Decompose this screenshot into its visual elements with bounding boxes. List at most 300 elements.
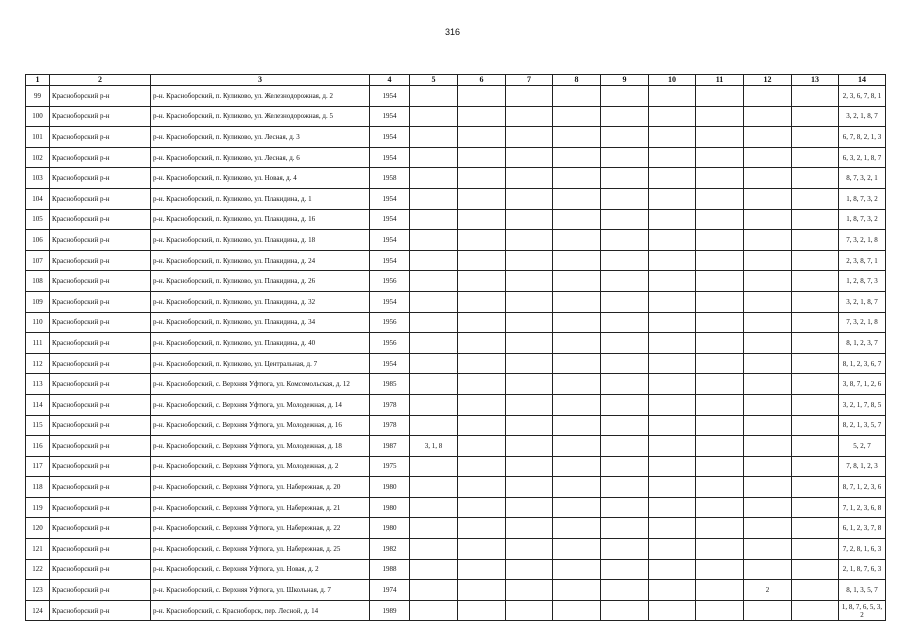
- col6-cell: [458, 374, 506, 395]
- col10-cell: [649, 168, 696, 189]
- year-cell: 1974: [370, 580, 410, 601]
- address-cell: р-н. Красноборский, п. Куликово, ул. Плакидина, д. 40: [151, 333, 370, 354]
- page-number: 316: [444, 27, 461, 37]
- table-row: [26, 456, 886, 477]
- col6-cell: [458, 456, 506, 477]
- col11-cell: [696, 127, 744, 148]
- row-number-cell: 124: [26, 600, 50, 621]
- col10-cell: [649, 230, 696, 251]
- col12-cell: [744, 394, 792, 415]
- year-cell: 1958: [370, 168, 410, 189]
- col13-cell: [792, 456, 839, 477]
- col7-cell: [506, 312, 553, 333]
- row-number-cell: 113: [26, 374, 50, 395]
- table-row: [26, 333, 886, 354]
- col13-cell: [792, 230, 839, 251]
- col12-cell: [744, 415, 792, 436]
- col9-cell: [601, 477, 649, 498]
- col14-cell: 1, 2, 8, 7, 3: [839, 271, 886, 292]
- col14-cell: 5, 2, 7: [839, 436, 886, 457]
- col7-cell: [506, 333, 553, 354]
- col11-cell: [696, 353, 744, 374]
- col9-cell: [601, 209, 649, 230]
- col10-cell: [649, 539, 696, 560]
- col14-cell: 8, 1, 2, 3, 6, 7: [839, 353, 886, 374]
- col7-cell: [506, 518, 553, 539]
- col10-cell: [649, 312, 696, 333]
- col11-cell: [696, 250, 744, 271]
- col10-cell: [649, 147, 696, 168]
- col7-cell: [506, 188, 553, 209]
- col10-cell: [649, 209, 696, 230]
- col5-cell: [410, 600, 458, 621]
- col6-cell: [458, 477, 506, 498]
- address-cell: р-н. Красноборский, п. Куликово, ул. Плакидина, д. 34: [151, 312, 370, 333]
- address-cell: р-н. Красноборский, п. Куликово, ул. Новая, д. 4: [151, 168, 370, 189]
- col10-cell: [649, 188, 696, 209]
- col12-cell: [744, 456, 792, 477]
- col14-cell: 3, 2, 1, 8, 7: [839, 291, 886, 312]
- col13-cell: [792, 127, 839, 148]
- col5-cell: 3, 1, 8: [410, 436, 458, 457]
- col13-cell: [792, 312, 839, 333]
- district-cell: Красноборский р-н: [50, 415, 151, 436]
- col8-cell: [553, 580, 601, 601]
- col11-cell: [696, 518, 744, 539]
- col8-cell: [553, 188, 601, 209]
- col10-cell: [649, 415, 696, 436]
- district-cell: Красноборский р-н: [50, 106, 151, 127]
- row-number-cell: 122: [26, 559, 50, 580]
- col9-cell: [601, 291, 649, 312]
- col5-cell: [410, 168, 458, 189]
- year-cell: 1975: [370, 456, 410, 477]
- year-cell: 1978: [370, 394, 410, 415]
- col12-cell: [744, 106, 792, 127]
- col12-cell: [744, 600, 792, 621]
- row-number-cell: 121: [26, 539, 50, 560]
- col8-cell: [553, 106, 601, 127]
- year-cell: 1978: [370, 415, 410, 436]
- col14-cell: 7, 3, 2, 1, 8: [839, 312, 886, 333]
- col10-cell: [649, 436, 696, 457]
- col6-cell: [458, 209, 506, 230]
- col6-cell: [458, 106, 506, 127]
- col10-cell: [649, 250, 696, 271]
- table-row: [26, 436, 886, 457]
- col5-cell: [410, 230, 458, 251]
- col7-cell: [506, 394, 553, 415]
- col10-cell: [649, 559, 696, 580]
- table-row: [26, 415, 886, 436]
- col5-cell: [410, 86, 458, 107]
- address-cell: р-н. Красноборский, с. Верхняя Уфтюга, ул. Молодежная, д. 14: [151, 394, 370, 415]
- col14-cell: 6, 7, 8, 2, 1, 3: [839, 127, 886, 148]
- year-cell: 1954: [370, 353, 410, 374]
- row-number-cell: 123: [26, 580, 50, 601]
- col7-cell: [506, 353, 553, 374]
- col8-cell: [553, 86, 601, 107]
- year-cell: 1956: [370, 271, 410, 292]
- year-cell: 1954: [370, 291, 410, 312]
- col7-cell: [506, 559, 553, 580]
- col10-cell: [649, 291, 696, 312]
- col8-cell: [553, 394, 601, 415]
- header-row: [26, 75, 886, 86]
- address-cell: р-н. Красноборский, с. Верхняя Уфтюга, ул. Комсомольская, д. 12: [151, 374, 370, 395]
- col9-cell: [601, 188, 649, 209]
- col11-cell: [696, 600, 744, 621]
- table-row: [26, 271, 886, 292]
- col11-cell: [696, 271, 744, 292]
- col12-cell: [744, 188, 792, 209]
- col8-cell: [553, 271, 601, 292]
- col6-cell: [458, 168, 506, 189]
- col12-cell: 2: [744, 580, 792, 601]
- col13-cell: [792, 188, 839, 209]
- col14-cell: 7, 3, 2, 1, 8: [839, 230, 886, 251]
- col5-cell: [410, 539, 458, 560]
- col10-cell: [649, 374, 696, 395]
- address-cell: р-н. Красноборский, с. Верхняя Уфтюга, ул. Набережная, д. 25: [151, 539, 370, 560]
- col10-cell: [649, 86, 696, 107]
- col12-cell: [744, 271, 792, 292]
- col9-cell: [601, 497, 649, 518]
- register-table: [25, 74, 886, 621]
- col11-cell: [696, 539, 744, 560]
- col10-cell: [649, 333, 696, 354]
- col12-cell: [744, 291, 792, 312]
- col11-cell: [696, 456, 744, 477]
- col11-cell: [696, 394, 744, 415]
- col5-cell: [410, 394, 458, 415]
- col14-cell: 8, 1, 3, 5, 7: [839, 580, 886, 601]
- col9-cell: [601, 415, 649, 436]
- col9-cell: [601, 374, 649, 395]
- address-cell: р-н. Красноборский, п. Куликово, ул. Центральная, д. 7: [151, 353, 370, 374]
- col8-cell: [553, 168, 601, 189]
- col8-cell: [553, 456, 601, 477]
- table-row: [26, 291, 886, 312]
- col14-cell: 8, 1, 2, 3, 7: [839, 333, 886, 354]
- address-cell: р-н. Красноборский, с. Верхняя Уфтюга, ул. Молодежная, д. 18: [151, 436, 370, 457]
- col7-cell: [506, 580, 553, 601]
- col7-cell: [506, 539, 553, 560]
- col5-cell: [410, 188, 458, 209]
- col5-cell: [410, 312, 458, 333]
- col6-cell: [458, 415, 506, 436]
- column-header: 5: [410, 75, 458, 86]
- column-header: 7: [506, 75, 553, 86]
- address-cell: р-н. Красноборский, с. Верхняя Уфтюга, ул. Набережная, д. 21: [151, 497, 370, 518]
- col14-cell: 6, 1, 2, 3, 7, 8: [839, 518, 886, 539]
- col6-cell: [458, 497, 506, 518]
- district-cell: Красноборский р-н: [50, 188, 151, 209]
- col14-cell: 8, 2, 1, 3, 5, 7: [839, 415, 886, 436]
- table-row: [26, 539, 886, 560]
- district-cell: Красноборский р-н: [50, 559, 151, 580]
- district-cell: Красноборский р-н: [50, 250, 151, 271]
- col5-cell: [410, 497, 458, 518]
- district-cell: Красноборский р-н: [50, 374, 151, 395]
- row-number-cell: 106: [26, 230, 50, 251]
- address-cell: р-н. Красноборский, с. Верхняя Уфтюга, ул. Молодежная, д. 2: [151, 456, 370, 477]
- col9-cell: [601, 86, 649, 107]
- row-number-cell: 111: [26, 333, 50, 354]
- col12-cell: [744, 559, 792, 580]
- address-cell: р-н. Красноборский, с. Красноборск, пер. Лесной, д. 14: [151, 600, 370, 621]
- col5-cell: [410, 456, 458, 477]
- col12-cell: [744, 86, 792, 107]
- table-row: [26, 188, 886, 209]
- col9-cell: [601, 353, 649, 374]
- col13-cell: [792, 497, 839, 518]
- table-row: [26, 518, 886, 539]
- col10-cell: [649, 518, 696, 539]
- col9-cell: [601, 600, 649, 621]
- table-row: [26, 147, 886, 168]
- col13-cell: [792, 600, 839, 621]
- col11-cell: [696, 477, 744, 498]
- col5-cell: [410, 415, 458, 436]
- col7-cell: [506, 147, 553, 168]
- col5-cell: [410, 518, 458, 539]
- year-cell: 1954: [370, 147, 410, 168]
- row-number-cell: 116: [26, 436, 50, 457]
- year-cell: 1954: [370, 188, 410, 209]
- col5-cell: [410, 477, 458, 498]
- address-cell: р-н. Красноборский, с. Верхняя Уфтюга, ул. Набережная, д. 22: [151, 518, 370, 539]
- col14-cell: 3, 2, 1, 7, 8, 5: [839, 394, 886, 415]
- col11-cell: [696, 436, 744, 457]
- col9-cell: [601, 333, 649, 354]
- col6-cell: [458, 230, 506, 251]
- col5-cell: [410, 106, 458, 127]
- year-cell: 1980: [370, 477, 410, 498]
- col10-cell: [649, 106, 696, 127]
- col8-cell: [553, 209, 601, 230]
- year-cell: 1954: [370, 250, 410, 271]
- row-number-cell: 108: [26, 271, 50, 292]
- col12-cell: [744, 333, 792, 354]
- col8-cell: [553, 312, 601, 333]
- col5-cell: [410, 559, 458, 580]
- table-row: [26, 394, 886, 415]
- col12-cell: [744, 230, 792, 251]
- col11-cell: [696, 374, 744, 395]
- district-cell: Красноборский р-н: [50, 539, 151, 560]
- col6-cell: [458, 394, 506, 415]
- row-number-cell: 110: [26, 312, 50, 333]
- address-cell: р-н. Красноборский, п. Куликово, ул. Плакидина, д. 1: [151, 188, 370, 209]
- col7-cell: [506, 497, 553, 518]
- col14-cell: 8, 7, 3, 2, 1: [839, 168, 886, 189]
- year-cell: 1956: [370, 312, 410, 333]
- col8-cell: [553, 497, 601, 518]
- district-cell: Красноборский р-н: [50, 147, 151, 168]
- col14-cell: 6, 3, 2, 1, 8, 7: [839, 147, 886, 168]
- col7-cell: [506, 209, 553, 230]
- district-cell: Красноборский р-н: [50, 209, 151, 230]
- column-header: 8: [553, 75, 601, 86]
- table-row: [26, 600, 886, 621]
- col6-cell: [458, 600, 506, 621]
- col13-cell: [792, 168, 839, 189]
- address-cell: р-н. Красноборский, с. Верхняя Уфтюга, ул. Набережная, д. 20: [151, 477, 370, 498]
- col10-cell: [649, 477, 696, 498]
- col14-cell: 7, 8, 1, 2, 3: [839, 456, 886, 477]
- col13-cell: [792, 518, 839, 539]
- address-cell: р-н. Красноборский, п. Куликово, ул. Плакидина, д. 24: [151, 250, 370, 271]
- col7-cell: [506, 168, 553, 189]
- col5-cell: [410, 209, 458, 230]
- table-row: [26, 580, 886, 601]
- col13-cell: [792, 250, 839, 271]
- table-row: [26, 168, 886, 189]
- col13-cell: [792, 374, 839, 395]
- table-row: [26, 106, 886, 127]
- col10-cell: [649, 580, 696, 601]
- col6-cell: [458, 86, 506, 107]
- col7-cell: [506, 291, 553, 312]
- year-cell: 1980: [370, 518, 410, 539]
- col6-cell: [458, 559, 506, 580]
- col13-cell: [792, 333, 839, 354]
- col13-cell: [792, 291, 839, 312]
- col11-cell: [696, 312, 744, 333]
- col13-cell: [792, 353, 839, 374]
- table-row: [26, 127, 886, 148]
- col12-cell: [744, 209, 792, 230]
- col11-cell: [696, 147, 744, 168]
- col9-cell: [601, 518, 649, 539]
- col9-cell: [601, 394, 649, 415]
- col12-cell: [744, 250, 792, 271]
- column-header: 11: [696, 75, 744, 86]
- district-cell: Красноборский р-н: [50, 580, 151, 601]
- col7-cell: [506, 374, 553, 395]
- col13-cell: [792, 394, 839, 415]
- district-cell: Красноборский р-н: [50, 456, 151, 477]
- row-number-cell: 112: [26, 353, 50, 374]
- col11-cell: [696, 86, 744, 107]
- col8-cell: [553, 539, 601, 560]
- district-cell: Красноборский р-н: [50, 271, 151, 292]
- address-cell: р-н. Красноборский, с. Верхняя Уфтюга, ул. Новая, д. 2: [151, 559, 370, 580]
- col5-cell: [410, 291, 458, 312]
- column-header: 2: [50, 75, 151, 86]
- year-cell: 1956: [370, 333, 410, 354]
- col12-cell: [744, 539, 792, 560]
- col12-cell: [744, 147, 792, 168]
- year-cell: 1980: [370, 497, 410, 518]
- col9-cell: [601, 580, 649, 601]
- col13-cell: [792, 477, 839, 498]
- column-header: 12: [744, 75, 792, 86]
- column-header: 6: [458, 75, 506, 86]
- col13-cell: [792, 580, 839, 601]
- col13-cell: [792, 209, 839, 230]
- table-row: [26, 374, 886, 395]
- col10-cell: [649, 600, 696, 621]
- address-cell: р-н. Красноборский, п. Куликово, ул. Лесная, д. 6: [151, 147, 370, 168]
- col12-cell: [744, 477, 792, 498]
- col7-cell: [506, 456, 553, 477]
- col14-cell: 1, 8, 7, 3, 2: [839, 188, 886, 209]
- col14-cell: 3, 8, 7, 1, 2, 6: [839, 374, 886, 395]
- district-cell: Красноборский р-н: [50, 312, 151, 333]
- col6-cell: [458, 436, 506, 457]
- row-number-cell: 103: [26, 168, 50, 189]
- col6-cell: [458, 518, 506, 539]
- col8-cell: [553, 477, 601, 498]
- col8-cell: [553, 250, 601, 271]
- col7-cell: [506, 250, 553, 271]
- table-row: [26, 250, 886, 271]
- col5-cell: [410, 333, 458, 354]
- col5-cell: [410, 127, 458, 148]
- col9-cell: [601, 559, 649, 580]
- col6-cell: [458, 291, 506, 312]
- col11-cell: [696, 333, 744, 354]
- table-row: [26, 230, 886, 251]
- col11-cell: [696, 291, 744, 312]
- year-cell: 1954: [370, 106, 410, 127]
- col12-cell: [744, 497, 792, 518]
- table-body: [26, 86, 886, 621]
- col11-cell: [696, 209, 744, 230]
- address-cell: р-н. Красноборский, п. Куликово, ул. Железнодорожная, д. 2: [151, 86, 370, 107]
- col8-cell: [553, 127, 601, 148]
- col10-cell: [649, 497, 696, 518]
- col11-cell: [696, 497, 744, 518]
- col9-cell: [601, 456, 649, 477]
- col8-cell: [553, 374, 601, 395]
- address-cell: р-н. Красноборский, п. Куликово, ул. Плакидина, д. 16: [151, 209, 370, 230]
- table-row: [26, 312, 886, 333]
- col8-cell: [553, 518, 601, 539]
- district-cell: Красноборский р-н: [50, 127, 151, 148]
- row-number-cell: 118: [26, 477, 50, 498]
- column-header: 1: [26, 75, 50, 86]
- col7-cell: [506, 230, 553, 251]
- col5-cell: [410, 353, 458, 374]
- col12-cell: [744, 436, 792, 457]
- district-cell: Красноборский р-н: [50, 230, 151, 251]
- row-number-cell: 107: [26, 250, 50, 271]
- col5-cell: [410, 147, 458, 168]
- col8-cell: [553, 415, 601, 436]
- col7-cell: [506, 86, 553, 107]
- col12-cell: [744, 374, 792, 395]
- col11-cell: [696, 106, 744, 127]
- table-row: [26, 477, 886, 498]
- table-row: [26, 86, 886, 107]
- address-cell: р-н. Красноборский, п. Куликово, ул. Лесная, д. 3: [151, 127, 370, 148]
- district-cell: Красноборский р-н: [50, 497, 151, 518]
- district-cell: Красноборский р-н: [50, 168, 151, 189]
- district-cell: Красноборский р-н: [50, 353, 151, 374]
- column-header: 14: [839, 75, 886, 86]
- row-number-cell: 114: [26, 394, 50, 415]
- col7-cell: [506, 415, 553, 436]
- col8-cell: [553, 147, 601, 168]
- col11-cell: [696, 559, 744, 580]
- col7-cell: [506, 271, 553, 292]
- district-cell: Красноборский р-н: [50, 436, 151, 457]
- year-cell: 1982: [370, 539, 410, 560]
- col9-cell: [601, 147, 649, 168]
